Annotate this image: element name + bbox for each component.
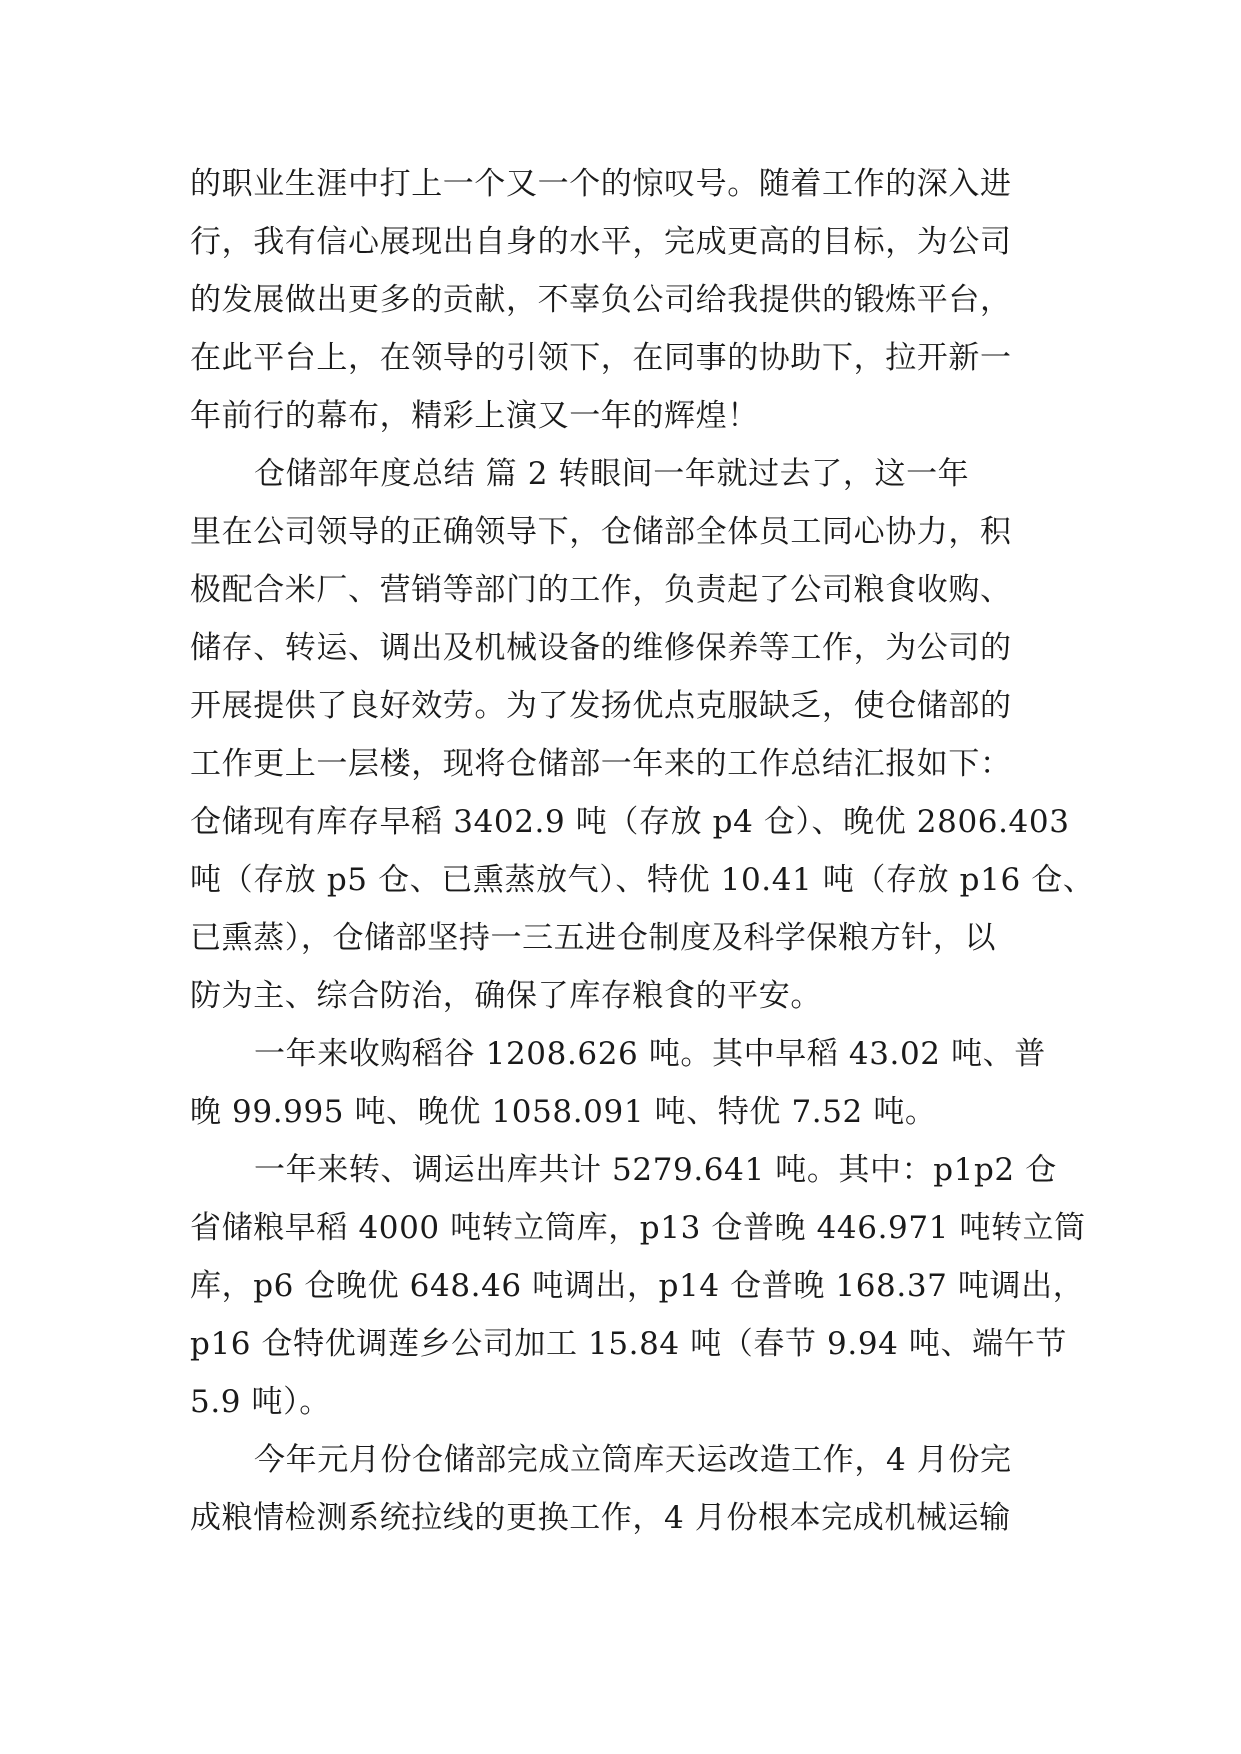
- text-line: 晚 99.995 吨、晚优 1058.091 吨、特优 7.52 吨。: [190, 1094, 937, 1130]
- text-line: 今年元月份仓储部完成立筒库天运改造工作，4 月份完: [254, 1442, 1012, 1478]
- text-line: 5.9 吨）。: [190, 1384, 331, 1420]
- text-line: 吨（存放 p5 仓、已熏蒸放气）、特优 10.41 吨（存放 p16 仓、: [190, 862, 1095, 898]
- text-line: 极配合米厂、营销等部门的工作，负责起了公司粮食收购、: [190, 572, 1012, 608]
- text-line: 已熏蒸），仓储部坚持一三五进仓制度及科学保粮方针，以: [190, 920, 997, 956]
- text-line: 行，我有信心展现出自身的水平，完成更高的目标，为公司: [190, 224, 1012, 260]
- text-line: 在此平台上，在领导的引领下，在同事的协助下，拉开新一: [190, 340, 1012, 376]
- text-line: 的职业生涯中打上一个又一个的惊叹号。随着工作的深入进: [190, 166, 1012, 202]
- text-line: 一年来收购稻谷 1208.626 吨。其中早稻 43.02 吨、普: [254, 1036, 1046, 1072]
- section-heading-line: 仓储部年度总结 篇 2 转眼间一年就过去了，这一年: [254, 456, 970, 492]
- text-line: 省储粮早稻 4000 吨转立筒库，p13 仓普晚 446.971 吨转立筒: [190, 1210, 1086, 1246]
- text-line: 开展提供了良好效劳。为了发扬优点克服缺乏，使仓储部的: [190, 688, 1012, 724]
- text-line: 年前行的幕布，精彩上演又一年的辉煌！: [190, 398, 759, 434]
- text-line: 工作更上一层楼，现将仓储部一年来的工作总结汇报如下：: [190, 746, 1012, 782]
- text-line: p16 仓特优调莲乡公司加工 15.84 吨（春节 9.94 吨、端午节: [190, 1326, 1067, 1362]
- text-line: 一年来转、调运出库共计 5279.641 吨。其中：p1p2 仓: [254, 1152, 1057, 1188]
- text-line: 里在公司领导的正确领导下，仓储部全体员工同心协力，积: [190, 514, 1012, 550]
- text-line: 防为主、综合防治，确保了库存粮食的平安。: [190, 978, 822, 1014]
- text-line: 的发展做出更多的贡献，不辜负公司给我提供的锻炼平台，: [190, 282, 1012, 318]
- text-line: 储存、转运、调出及机械设备的维修保养等工作，为公司的: [190, 630, 1012, 666]
- text-line: 仓储现有库存早稻 3402.9 吨（存放 p4 仓）、晚优 2806.403: [190, 804, 1070, 840]
- text-line: 成粮情检测系统拉线的更换工作，4 月份根本完成机械运输: [190, 1500, 1011, 1536]
- text-line: 库，p6 仓晚优 648.46 吨调出，p14 仓普晚 168.37 吨调出，: [190, 1268, 1085, 1304]
